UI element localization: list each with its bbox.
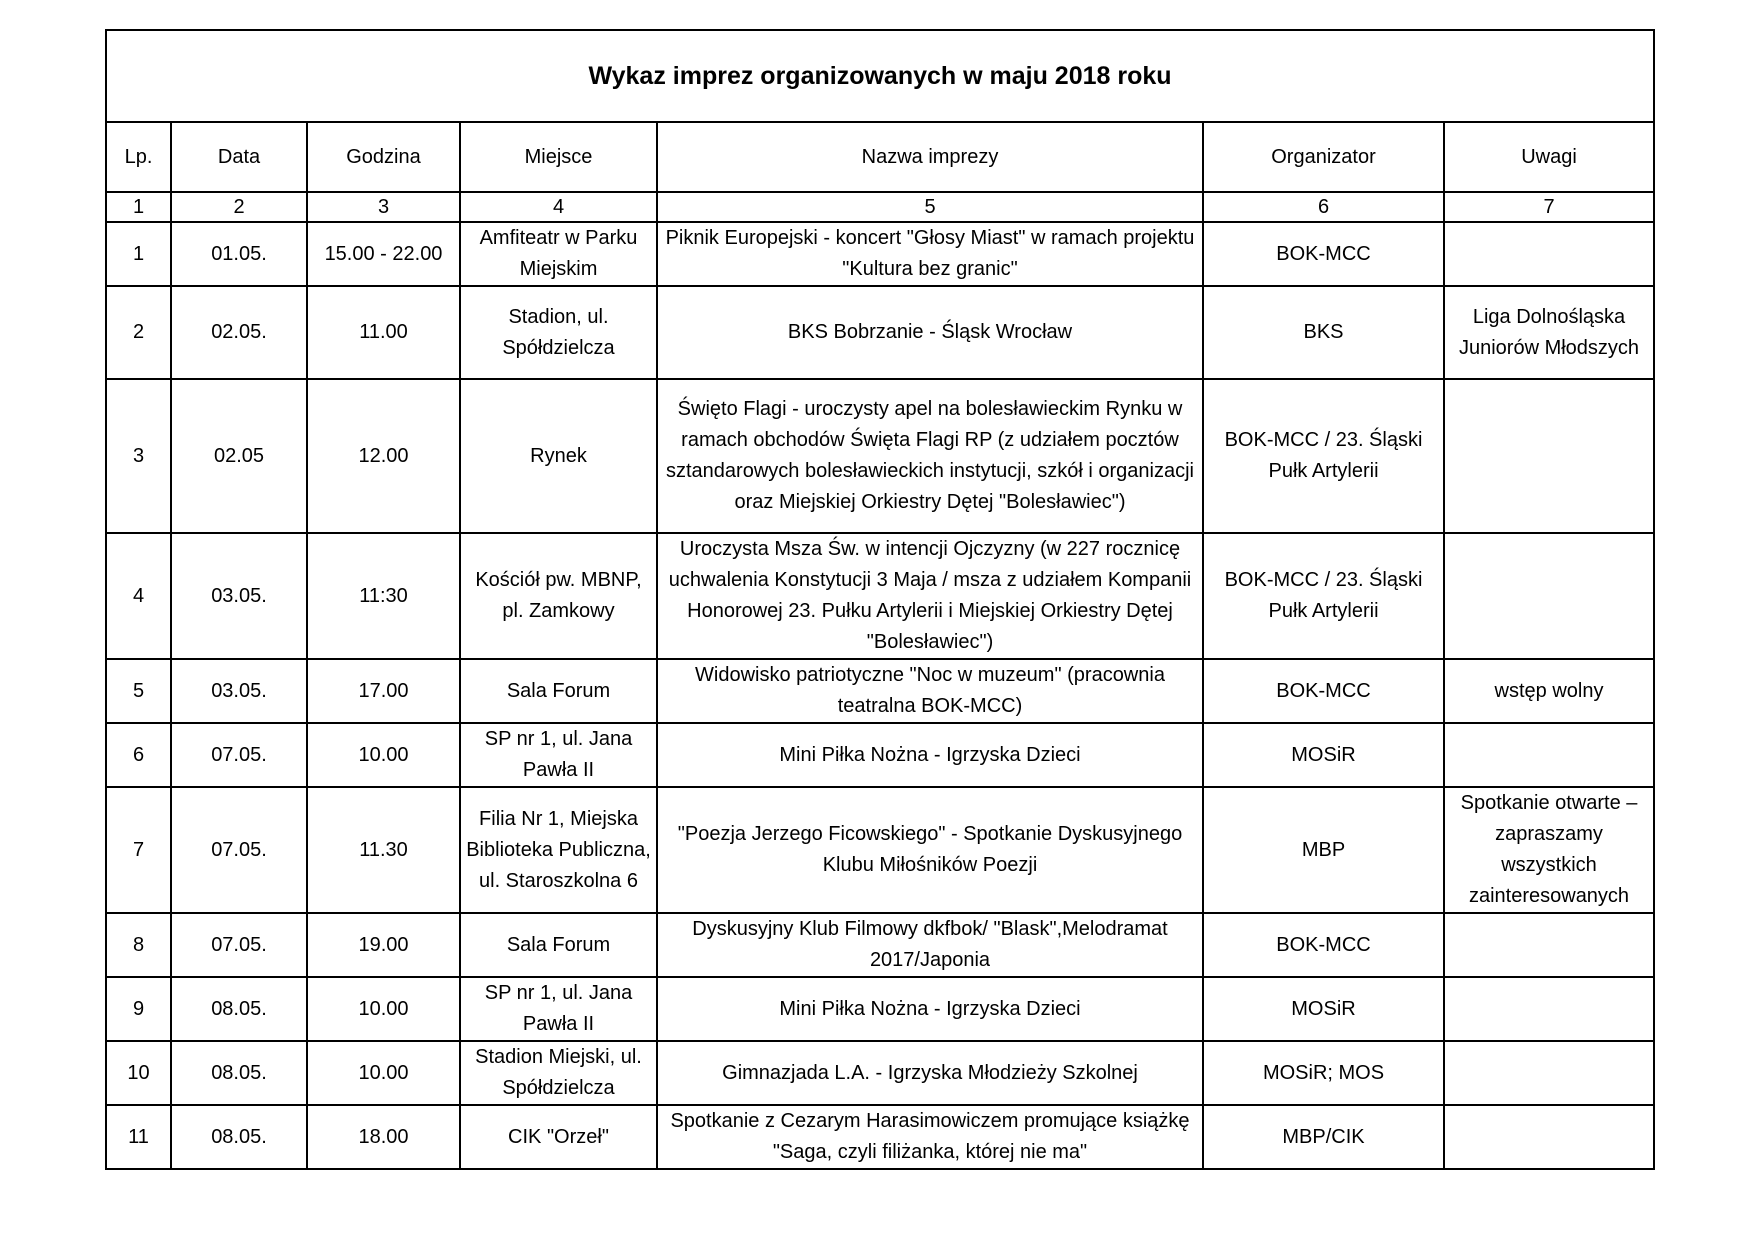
events-table — [105, 29, 1655, 1170]
header-row — [106, 122, 1654, 192]
cell-uwagi: Liga Dolnośląska Juniorów Młodszych — [1444, 286, 1654, 379]
cell-miejsce: Rynek — [460, 379, 657, 533]
header-nazwa-imprezy: Nazwa imprezy — [657, 122, 1203, 192]
cell-lp: 2 — [106, 286, 171, 379]
cell-miejsce: Filia Nr 1, Miejska Biblioteka Publiczna, ul. Staroszkolna 6 — [460, 787, 657, 913]
cell-nazwa-imprezy: Mini Piłka Nożna - Igrzyska Dzieci — [657, 723, 1203, 787]
cell-nazwa-imprezy: Spotkanie z Cezarym Harasimowiczem promujące książkę "Saga, czyli filiżanka, której nie ma" — [657, 1105, 1203, 1169]
cell-organizator: BOK-MCC / 23. Śląski Pułk Artylerii — [1203, 379, 1444, 533]
table-row — [106, 913, 1654, 977]
cell-lp: 8 — [106, 913, 171, 977]
cell-uwagi — [1444, 379, 1654, 533]
table-row — [106, 659, 1654, 723]
cell-data: 07.05. — [171, 913, 307, 977]
table-row — [106, 977, 1654, 1041]
cell-organizator: MBP/CIK — [1203, 1105, 1444, 1169]
cell-nazwa-imprezy: Święto Flagi - uroczysty apel na bolesławieckim Rynku w ramach obchodów Święta Flagi RP (z udziałem pocztów sztandarowych bolesławieckich instytucji, szkół i organizacji oraz Miejskiej Orkiestry Dętej "Bolesławiec") — [657, 379, 1203, 533]
cell-data: 08.05. — [171, 977, 307, 1041]
cell-lp: 6 — [106, 723, 171, 787]
cell-uwagi — [1444, 723, 1654, 787]
cell-data: 02.05. — [171, 286, 307, 379]
cell-uwagi — [1444, 222, 1654, 286]
cell-organizator: BKS — [1203, 286, 1444, 379]
cell-miejsce: SP nr 1, ul. Jana Pawła II — [460, 723, 657, 787]
column-number: 4 — [460, 192, 657, 222]
column-number: 2 — [171, 192, 307, 222]
column-number: 3 — [307, 192, 460, 222]
column-number: 7 — [1444, 192, 1654, 222]
cell-organizator: MOSiR — [1203, 723, 1444, 787]
cell-uwagi — [1444, 1041, 1654, 1105]
cell-nazwa-imprezy: Gimnazjada L.A. - Igrzyska Młodzieży Szkolnej — [657, 1041, 1203, 1105]
cell-nazwa-imprezy: Mini Piłka Nożna - Igrzyska Dzieci — [657, 977, 1203, 1041]
cell-uwagi — [1444, 533, 1654, 659]
cell-uwagi: wstęp wolny — [1444, 659, 1654, 723]
cell-lp: 9 — [106, 977, 171, 1041]
cell-miejsce: CIK "Orzeł" — [460, 1105, 657, 1169]
table-row — [106, 787, 1654, 913]
cell-nazwa-imprezy: Uroczysta Msza Św. w intencji Ojczyzny (w 227 rocznicę uchwalenia Konstytucji 3 Maja / msza z udziałem Kompanii Honorowej 23. Pułku Artylerii i Miejskiej Orkiestry Dętej "Bolesławiec") — [657, 533, 1203, 659]
cell-miejsce: Stadion Miejski, ul. Spółdzielcza — [460, 1041, 657, 1105]
header-lp: Lp. — [106, 122, 171, 192]
table-row — [106, 1105, 1654, 1169]
cell-lp: 3 — [106, 379, 171, 533]
table-row — [106, 533, 1654, 659]
cell-miejsce: SP nr 1, ul. Jana Pawła II — [460, 977, 657, 1041]
cell-uwagi: Spotkanie otwarte – zapraszamy wszystkich zainteresowanych — [1444, 787, 1654, 913]
header-organizator: Organizator — [1203, 122, 1444, 192]
cell-lp: 11 — [106, 1105, 171, 1169]
cell-organizator: MBP — [1203, 787, 1444, 913]
cell-organizator: BOK-MCC — [1203, 913, 1444, 977]
cell-data: 03.05. — [171, 533, 307, 659]
cell-nazwa-imprezy: Widowisko patriotyczne "Noc w muzeum" (pracownia teatralna BOK-MCC) — [657, 659, 1203, 723]
cell-miejsce: Amfiteatr w Parku Miejskim — [460, 222, 657, 286]
cell-organizator: BOK-MCC / 23. Śląski Pułk Artylerii — [1203, 533, 1444, 659]
cell-data: 07.05. — [171, 723, 307, 787]
cell-lp: 7 — [106, 787, 171, 913]
cell-organizator: BOK-MCC — [1203, 222, 1444, 286]
cell-lp: 5 — [106, 659, 171, 723]
cell-godzina: 19.00 — [307, 913, 460, 977]
column-number: 1 — [106, 192, 171, 222]
column-number-row — [106, 192, 1654, 222]
cell-miejsce: Kościół pw. MBNP, pl. Zamkowy — [460, 533, 657, 659]
column-number: 6 — [1203, 192, 1444, 222]
cell-data: 03.05. — [171, 659, 307, 723]
cell-data: 01.05. — [171, 222, 307, 286]
cell-godzina: 10.00 — [307, 977, 460, 1041]
table-row — [106, 286, 1654, 379]
cell-data: 02.05 — [171, 379, 307, 533]
header-godzina: Godzina — [307, 122, 460, 192]
cell-lp: 4 — [106, 533, 171, 659]
cell-miejsce: Sala Forum — [460, 659, 657, 723]
cell-nazwa-imprezy: Piknik Europejski - koncert "Głosy Miast" w ramach projektu "Kultura bez granic" — [657, 222, 1203, 286]
cell-organizator: BOK-MCC — [1203, 659, 1444, 723]
cell-godzina: 17.00 — [307, 659, 460, 723]
cell-godzina: 10.00 — [307, 1041, 460, 1105]
cell-godzina: 11.30 — [307, 787, 460, 913]
table-row — [106, 1041, 1654, 1105]
table-row — [106, 723, 1654, 787]
cell-uwagi — [1444, 913, 1654, 977]
cell-data: 07.05. — [171, 787, 307, 913]
header-uwagi: Uwagi — [1444, 122, 1654, 192]
cell-godzina: 11:30 — [307, 533, 460, 659]
cell-nazwa-imprezy: Dyskusyjny Klub Filmowy dkfbok/ "Blask",Melodramat 2017/Japonia — [657, 913, 1203, 977]
cell-godzina: 10.00 — [307, 723, 460, 787]
table-row — [106, 379, 1654, 533]
cell-nazwa-imprezy: BKS Bobrzanie - Śląsk Wrocław — [657, 286, 1203, 379]
cell-lp: 1 — [106, 222, 171, 286]
cell-lp: 10 — [106, 1041, 171, 1105]
cell-data: 08.05. — [171, 1041, 307, 1105]
table-row — [106, 222, 1654, 286]
title-row — [106, 30, 1654, 122]
cell-miejsce: Stadion, ul. Spółdzielcza — [460, 286, 657, 379]
column-number: 5 — [657, 192, 1203, 222]
document-title: Wykaz imprez organizowanych w maju 2018 roku — [106, 30, 1654, 122]
cell-godzina: 12.00 — [307, 379, 460, 533]
header-data: Data — [171, 122, 307, 192]
cell-uwagi — [1444, 977, 1654, 1041]
cell-organizator: MOSiR — [1203, 977, 1444, 1041]
cell-godzina: 18.00 — [307, 1105, 460, 1169]
cell-nazwa-imprezy: "Poezja Jerzego Ficowskiego" - Spotkanie Dyskusyjnego Klubu Miłośników Poezji — [657, 787, 1203, 913]
cell-godzina: 11.00 — [307, 286, 460, 379]
cell-organizator: MOSiR; MOS — [1203, 1041, 1444, 1105]
cell-uwagi — [1444, 1105, 1654, 1169]
header-miejsce: Miejsce — [460, 122, 657, 192]
cell-miejsce: Sala Forum — [460, 913, 657, 977]
cell-data: 08.05. — [171, 1105, 307, 1169]
cell-godzina: 15.00 - 22.00 — [307, 222, 460, 286]
